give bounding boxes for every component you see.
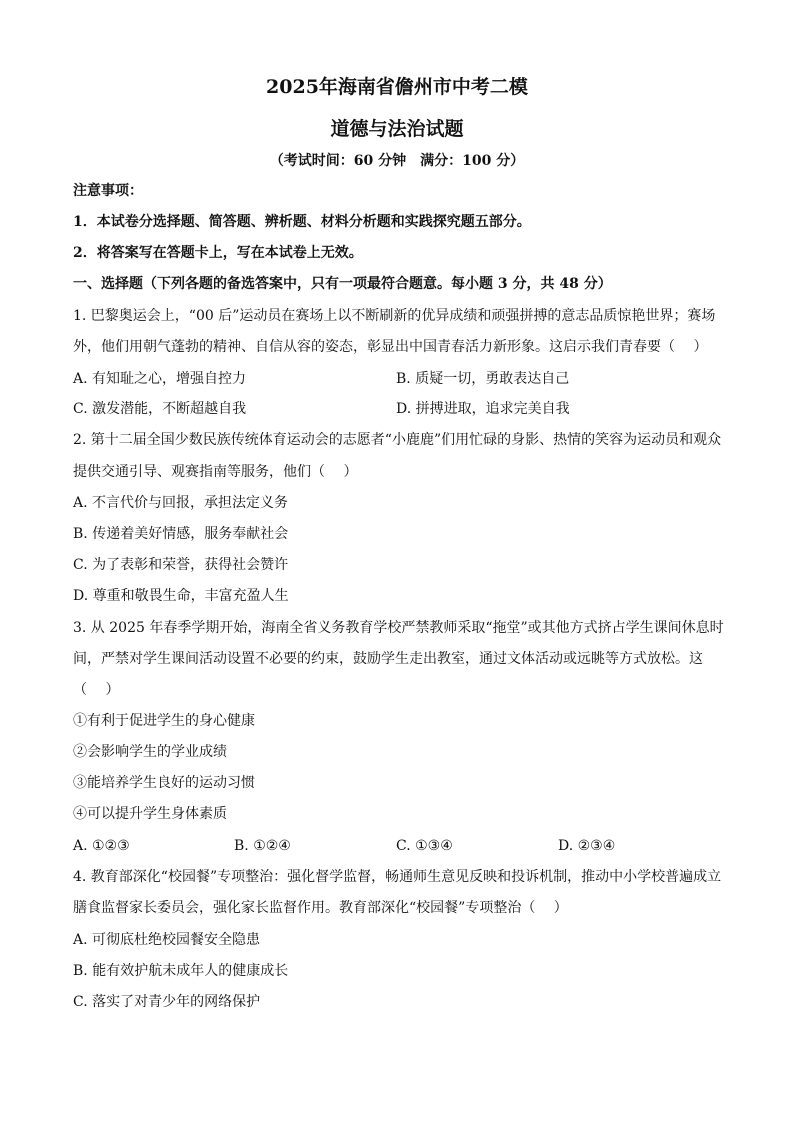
question-1-option-b: B. 质疑一切，勇敢表达自己 <box>396 371 570 387</box>
question-2-option-d: D. 尊重和敬畏生命，丰富充盈人生 <box>73 588 289 604</box>
question-2-option-c: C. 为了表彰和荣誉，获得社会赞许 <box>73 557 289 573</box>
question-3-statement: ②会影响学生的学业成绩 <box>73 744 227 760</box>
question-2-stem: 2. 第十二届全国少数民族传统体育运动会的志愿者“小鹿鹿”们用忙碌的身影、热情的笑容为运动员和观众 <box>73 432 722 448</box>
question-4-option-c: C. 落实了对青少年的网络保护 <box>73 994 261 1010</box>
question-3-statement: ①有利于促进学生的身心健康 <box>73 713 255 729</box>
question-4-stem: 4. 教育部深化“校园餐”专项整治：强化督学监督，畅通师生意见反映和投诉机制，推动中小学校普遍成立 <box>73 869 722 885</box>
question-3-stem: （ ） <box>73 682 120 698</box>
note-item: 1．本试卷分选择题、简答题、辨析题、材料分析题和实践探究题五部分。 <box>73 214 531 230</box>
question-4-option-b: B. 能有效护航未成年人的健康成长 <box>73 963 289 979</box>
section-heading: 一、选择题（下列各题的备选答案中，只有一项最符合题意。每小题 3 分，共 48 分） <box>73 276 612 292</box>
question-4-option-a: A. 可彻底杜绝校园餐安全隐患 <box>73 932 261 948</box>
question-1-option-d: D. 拼搏进取，追求完美自我 <box>396 401 570 417</box>
exam-info: （考试时间：60 分钟 满分：100 分） <box>269 153 525 169</box>
question-2-option-b: B. 传递着美好情感，服务奉献社会 <box>73 526 289 542</box>
exam-subject-title: 道德与法治试题 <box>330 118 464 140</box>
question-4-stem: 膳食监督家长委员会，强化家长监督作用。教育部深化“校园餐”专项整治（ ） <box>73 900 568 916</box>
question-3-option-a: A. ①②③ <box>73 838 130 854</box>
question-1-stem: 1. 巴黎奥运会上，“00 后”运动员在赛场上以不断刷新的优异成绩和顽强拼搏的意志品质惊艳世界；赛场 <box>73 308 716 324</box>
notes-heading: 注意事项： <box>73 183 143 199</box>
question-2-option-a: A. 不言代价与回报，承担法定义务 <box>73 495 289 511</box>
question-3-statement: ③能培养学生良好的运动习惯 <box>73 775 255 791</box>
question-3-stem: 3. 从 2025 年春季学期开始，海南全省义务教育学校严禁教师采取“拖堂”或其他方式挤占学生课间休息时 <box>73 620 724 636</box>
exam-title: 2025年海南省儋州市中考二模 <box>266 76 528 98</box>
question-1-option-a: A. 有知耻之心，增强自控力 <box>73 371 247 387</box>
question-3-option-b: B. ①②④ <box>234 838 291 854</box>
note-item: 2．将答案写在答题卡上，写在本试卷上无效。 <box>73 245 363 261</box>
question-3-option-c: C. ①③④ <box>396 838 453 854</box>
question-3-stem: 间，严禁对学生课间活动设置不必要的约束，鼓励学生走出教室，通过文体活动或远眺等方式放松。这 <box>73 651 703 667</box>
question-1-stem: 外，他们用朝气蓬勃的精神、自信从容的姿态，彰显出中国青春活力新形象。这启示我们青春要（ ） <box>73 339 708 355</box>
question-3-option-d: D. ②③④ <box>558 838 616 854</box>
question-3-statement: ④可以提升学生身体素质 <box>73 806 227 822</box>
question-2-stem: 提供交通引导、观赛指南等服务，他们（ ） <box>73 464 358 480</box>
question-1-option-c: C. 激发潜能，不断超越自我 <box>73 401 247 417</box>
